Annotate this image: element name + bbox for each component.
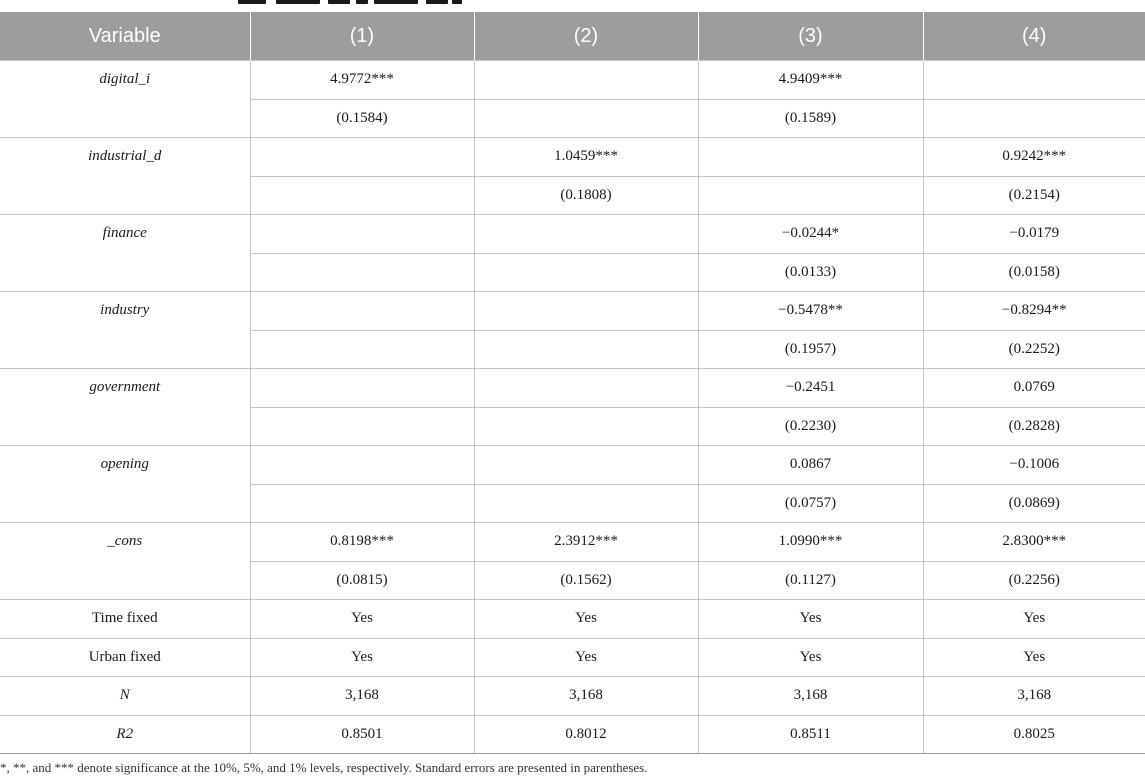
stat-cell: 0.8511 (698, 715, 923, 754)
se-cell (923, 99, 1145, 138)
se-cell (250, 407, 474, 446)
se-cell (250, 176, 474, 215)
variable-name: digital_i (0, 61, 250, 138)
se-cell (698, 176, 923, 215)
stat-name: N (0, 677, 250, 716)
coef-cell (474, 292, 698, 331)
se-cell (474, 99, 698, 138)
se-cell: (0.0158) (923, 253, 1145, 292)
header-row (0, 12, 1145, 61)
table-row-coef (0, 523, 1145, 562)
stat-name: Time fixed (0, 600, 250, 639)
coef-cell: −0.0179 (923, 215, 1145, 254)
caption-fragment (0, 0, 1145, 12)
table-row-coef (0, 446, 1145, 485)
se-cell (250, 253, 474, 292)
table-row-stat (0, 715, 1145, 754)
stat-cell: Yes (698, 600, 923, 639)
coef-cell: 1.0459*** (474, 138, 698, 177)
stat-cell: 0.8012 (474, 715, 698, 754)
se-cell: (0.2828) (923, 407, 1145, 446)
table-row-coef (0, 369, 1145, 408)
header-model-4: (4) (923, 12, 1145, 61)
se-cell: (0.1562) (474, 561, 698, 600)
header-variable: Variable (0, 12, 250, 61)
se-cell: (0.0815) (250, 561, 474, 600)
table-row-stat (0, 600, 1145, 639)
coef-cell (474, 369, 698, 408)
stat-cell: Yes (250, 638, 474, 677)
coef-cell (698, 138, 923, 177)
se-cell: (0.0757) (698, 484, 923, 523)
stat-cell: Yes (698, 638, 923, 677)
stat-name: Urban fixed (0, 638, 250, 677)
stat-cell: Yes (923, 638, 1145, 677)
table-row-stat (0, 638, 1145, 677)
table-row-stat (0, 677, 1145, 716)
table-row-coef (0, 292, 1145, 331)
table-row-coef (0, 138, 1145, 177)
se-cell: (0.2252) (923, 330, 1145, 369)
variable-name: finance (0, 215, 250, 292)
se-cell (250, 330, 474, 369)
se-cell: (0.2154) (923, 176, 1145, 215)
header-model-3: (3) (698, 12, 923, 61)
se-cell: (0.1589) (698, 99, 923, 138)
coef-cell: 4.9409*** (698, 61, 923, 100)
stat-cell: Yes (250, 600, 474, 639)
stat-cell: Yes (923, 600, 1145, 639)
stat-cell: 3,168 (474, 677, 698, 716)
variable-name: _cons (0, 523, 250, 600)
variable-name: industrial_d (0, 138, 250, 215)
se-cell: (0.0869) (923, 484, 1145, 523)
stat-name: R2 (0, 715, 250, 754)
se-cell (474, 484, 698, 523)
coef-cell (474, 61, 698, 100)
se-cell: (0.2230) (698, 407, 923, 446)
coef-cell: 0.9242*** (923, 138, 1145, 177)
coef-cell: −0.1006 (923, 446, 1145, 485)
se-cell: (0.0133) (698, 253, 923, 292)
se-cell (250, 484, 474, 523)
header-model-2: (2) (474, 12, 698, 61)
se-cell: (0.1584) (250, 99, 474, 138)
se-cell: (0.2256) (923, 561, 1145, 600)
stat-cell: 0.8501 (250, 715, 474, 754)
coef-cell (250, 138, 474, 177)
regression-table (0, 12, 1145, 754)
variable-name: industry (0, 292, 250, 369)
stat-cell: 3,168 (923, 677, 1145, 716)
coef-cell: −0.0244* (698, 215, 923, 254)
variable-name: opening (0, 446, 250, 523)
table-row-coef (0, 61, 1145, 100)
coef-cell (250, 292, 474, 331)
coef-cell: −0.2451 (698, 369, 923, 408)
coef-cell: 0.8198*** (250, 523, 474, 562)
stat-cell: 3,168 (698, 677, 923, 716)
variable-name: government (0, 369, 250, 446)
stat-cell: 0.8025 (923, 715, 1145, 754)
coef-cell: 4.9772*** (250, 61, 474, 100)
se-cell: (0.1808) (474, 176, 698, 215)
coef-cell: 2.8300*** (923, 523, 1145, 562)
coef-cell: 2.3912*** (474, 523, 698, 562)
coef-cell (923, 61, 1145, 100)
stat-cell: 3,168 (250, 677, 474, 716)
coef-cell (250, 446, 474, 485)
table-footnote: *, **, and *** denote significance at the 10%, 5%, and 1% levels, respectively. Standard errors are presented in parentheses. (0, 760, 648, 775)
stat-cell: Yes (474, 638, 698, 677)
stat-cell: Yes (474, 600, 698, 639)
coef-cell: −0.8294** (923, 292, 1145, 331)
coef-cell (474, 215, 698, 254)
se-cell: (0.1957) (698, 330, 923, 369)
se-cell (474, 330, 698, 369)
se-cell (474, 253, 698, 292)
se-cell (474, 407, 698, 446)
coef-cell: 0.0867 (698, 446, 923, 485)
coef-cell (250, 369, 474, 408)
se-cell: (0.1127) (698, 561, 923, 600)
coef-cell (250, 215, 474, 254)
coef-cell (474, 446, 698, 485)
header-model-1: (1) (250, 12, 474, 61)
coef-cell: 0.0769 (923, 369, 1145, 408)
coef-cell: −0.5478** (698, 292, 923, 331)
coef-cell: 1.0990*** (698, 523, 923, 562)
table-row-coef (0, 215, 1145, 254)
